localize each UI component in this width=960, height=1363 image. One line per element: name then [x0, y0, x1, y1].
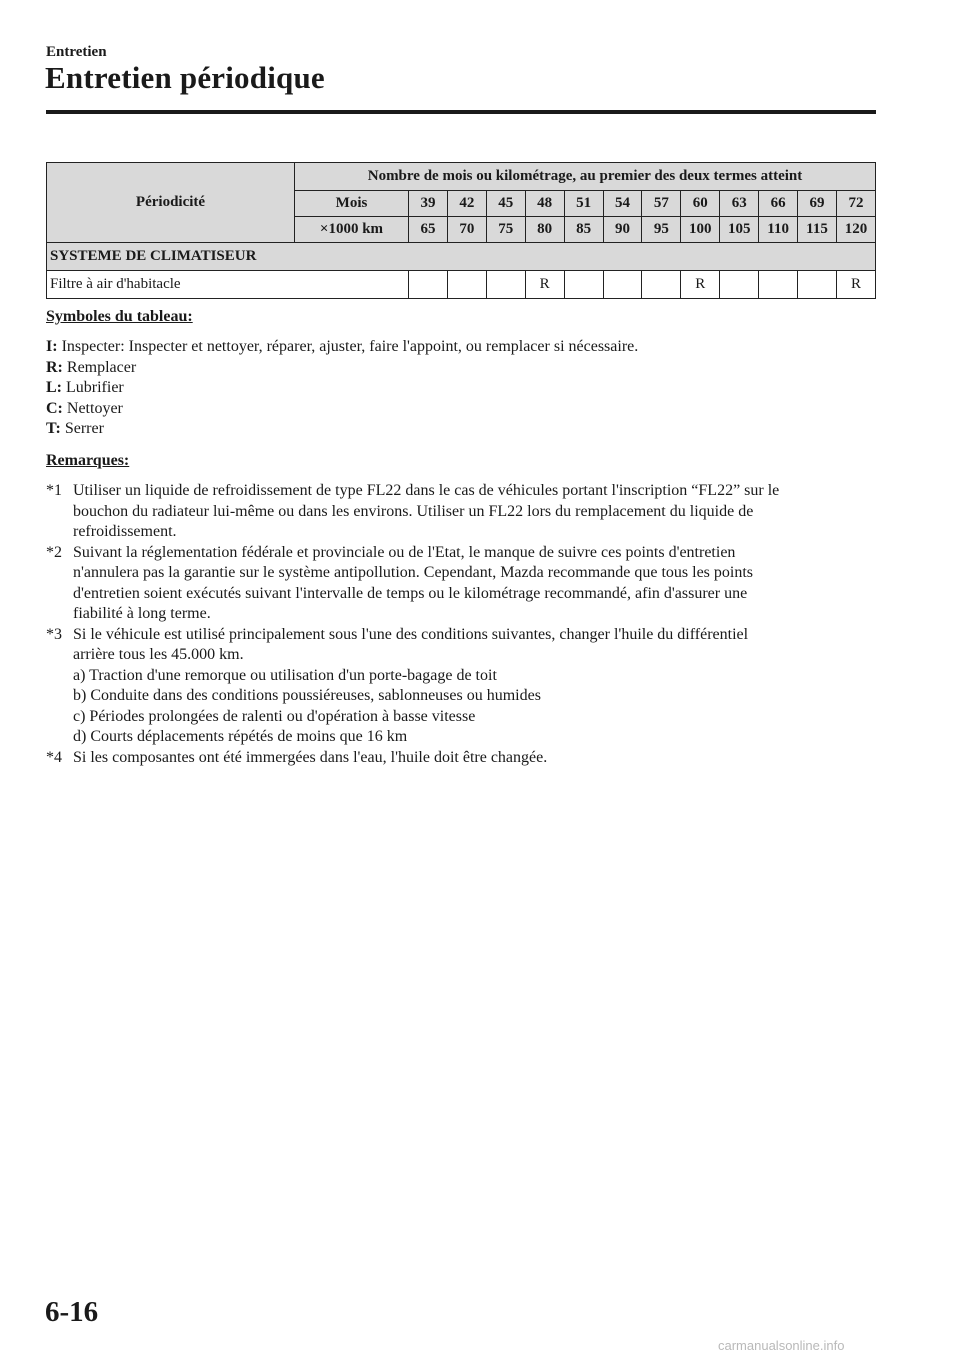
- legend-text: Remplacer: [66, 358, 137, 376]
- month-cell: 60: [681, 191, 720, 217]
- legend-key: C:: [46, 399, 63, 417]
- month-cell: 42: [447, 191, 486, 217]
- km-cell: 80: [525, 217, 564, 243]
- remark-subitem: b) Conduite dans des conditions poussiéreuses, sablonneuses ou humides: [73, 687, 541, 704]
- page-number: 6-16: [45, 1296, 99, 1328]
- remark-line: Si les composantes ont été immergées dans l'eau, l'huile doit être changée.: [73, 748, 548, 766]
- month-cell: 54: [603, 191, 642, 217]
- watermark: carmanualsonline.info: [718, 1338, 845, 1353]
- maintenance-schedule-table: [46, 162, 876, 299]
- legend-text: Lubrifier: [66, 379, 124, 396]
- schedule-mark-cell: [759, 271, 798, 299]
- legend-item: [46, 337, 638, 358]
- interval-span-header: Nombre de mois ou kilométrage, au premier des deux termes atteint: [295, 163, 876, 191]
- remark-subitem: d) Courts déplacements répétés de moins que 16 km: [73, 728, 408, 745]
- km-cell: 105: [720, 217, 759, 243]
- remark-number: *1: [46, 482, 62, 499]
- legend-key: R:: [46, 358, 63, 376]
- km-cell: 100: [681, 217, 720, 243]
- month-cell: 39: [409, 191, 448, 217]
- km-cell: 65: [409, 217, 448, 243]
- legend-title: Symboles du tableau:: [46, 308, 193, 325]
- remark-number: *3: [46, 625, 62, 643]
- schedule-mark-cell: [642, 271, 681, 299]
- months-label: Mois: [295, 191, 409, 217]
- remarks-list: [46, 481, 876, 768]
- remark-note-1: [46, 481, 876, 543]
- remark-subitem: c) Périodes prolongées de ralenti ou d'opération à basse vitesse: [73, 707, 476, 725]
- periodicity-label: Périodicité: [47, 163, 295, 243]
- month-cell: 63: [720, 191, 759, 217]
- schedule-mark-cell: R: [836, 271, 875, 299]
- schedule-mark-cell: [447, 271, 486, 299]
- km-cell: 115: [798, 217, 837, 243]
- remark-line: fiabilité à long terme.: [73, 605, 211, 622]
- legend-item: [46, 378, 638, 399]
- remark-line: Utiliser un liquide de refroidissement de type FL22 dans le cas de véhicules portant l'inscription “FL22” sur le: [73, 482, 780, 499]
- month-cell: 66: [759, 191, 798, 217]
- schedule-mark-cell: [409, 271, 448, 299]
- month-cell: 57: [642, 191, 681, 217]
- remark-number: *4: [46, 748, 62, 766]
- remark-line: arrière tous les 45.000 km.: [73, 646, 244, 663]
- km-cell: 110: [759, 217, 798, 243]
- legend-list: [46, 337, 638, 440]
- km-cell: 85: [564, 217, 603, 243]
- km-cell: 90: [603, 217, 642, 243]
- item-name: Filtre à air d'habitacle: [47, 271, 409, 299]
- schedule-mark-cell: [603, 271, 642, 299]
- system-name: SYSTEME DE CLIMATISEUR: [47, 243, 876, 271]
- month-cell: 72: [836, 191, 875, 217]
- remark-note-3: [46, 625, 876, 748]
- remark-subitem: a) Traction d'une remorque ou utilisation d'un porte-bagage de toit: [73, 666, 497, 684]
- remark-line: Suivant la réglementation fédérale et provinciale ou de l'Etat, le manque de suivre ces points d'entretien: [73, 543, 736, 561]
- table-header-row-span: [47, 163, 876, 191]
- schedule-mark-cell: [720, 271, 759, 299]
- legend-key: I:: [46, 338, 58, 355]
- section-label: Entretien: [46, 44, 107, 60]
- month-cell: 48: [525, 191, 564, 217]
- remarks-title: Remarques:: [46, 452, 130, 469]
- km-label: ×1000 km: [295, 217, 409, 243]
- title-rule: [46, 110, 876, 114]
- km-cell: 70: [447, 217, 486, 243]
- remark-line: bouchon du radiateur lui-même ou dans les environs. Utiliser un FL22 lors du remplacement du liquide de: [73, 502, 754, 520]
- table-row: [47, 271, 876, 299]
- page-title: Entretien périodique: [45, 60, 325, 95]
- remark-line: d'entretien soient exécutés suivant l'intervalle de temps ou le kilométrage recommandé, afin d'assurer une: [73, 584, 748, 602]
- remark-number: *2: [46, 543, 62, 561]
- legend-text: Inspecter: Inspecter et nettoyer, réparer, ajuster, faire l'appoint, ou remplacer si nécessaire.: [61, 338, 639, 355]
- schedule-mark-cell: [486, 271, 525, 299]
- system-row: [47, 243, 876, 271]
- schedule-mark-cell: [798, 271, 837, 299]
- month-cell: 45: [486, 191, 525, 217]
- remark-line: n'annulera pas la garantie sur le système antipollution. Cependant, Mazda recommande que tous les points: [73, 564, 754, 581]
- legend-text: Nettoyer: [66, 399, 123, 417]
- km-cell: 75: [486, 217, 525, 243]
- schedule-mark-cell: R: [681, 271, 720, 299]
- remark-line: refroidissement.: [73, 523, 177, 540]
- legend-item: [46, 358, 638, 379]
- month-cell: 51: [564, 191, 603, 217]
- legend-key: T:: [46, 420, 61, 437]
- remark-note-4: [46, 748, 876, 769]
- km-cell: 95: [642, 217, 681, 243]
- remark-note-2: [46, 543, 876, 625]
- schedule-mark-cell: R: [525, 271, 564, 299]
- km-cell: 120: [836, 217, 875, 243]
- remark-line: Si le véhicule est utilisé principalement sous l'une des conditions suivantes, changer l'huile du différentiel: [73, 625, 749, 643]
- legend-item: [46, 399, 638, 420]
- legend-key: L:: [46, 379, 62, 396]
- legend-item: [46, 419, 638, 440]
- legend-text: Serrer: [64, 420, 104, 437]
- month-cell: 69: [798, 191, 837, 217]
- schedule-mark-cell: [564, 271, 603, 299]
